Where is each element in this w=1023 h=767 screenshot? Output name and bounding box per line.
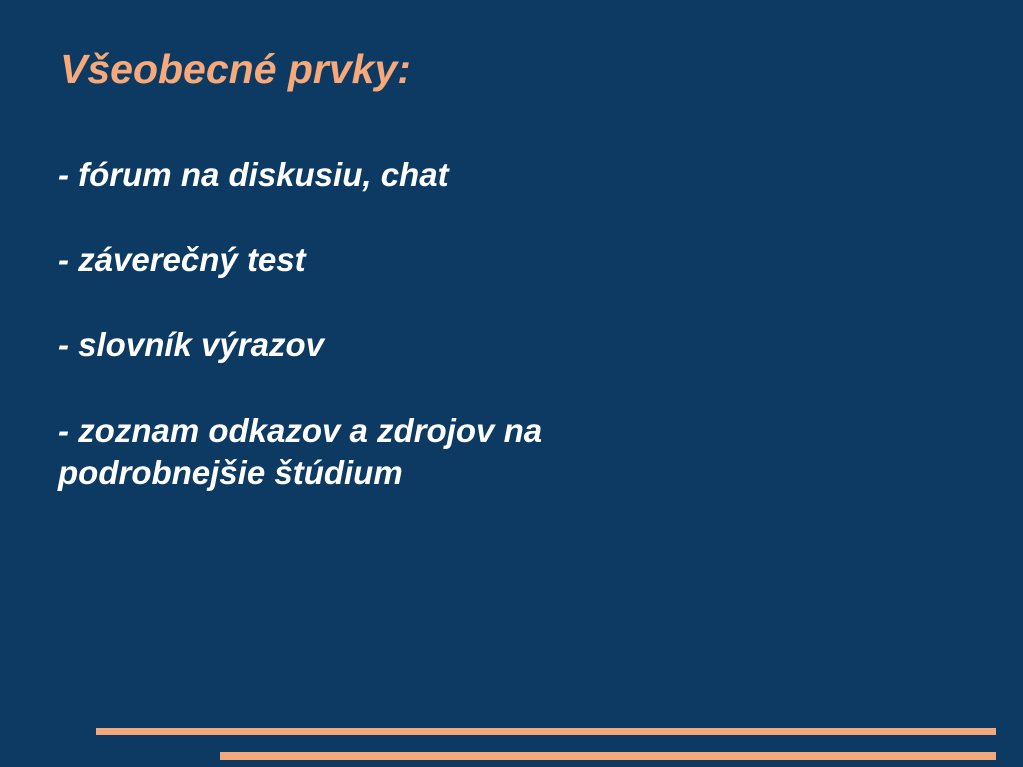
list-item: - fórum na diskusiu, chat [58,156,449,193]
slide-bullet-list [58,154,943,494]
slide-title: Všeobecné prvky: [60,46,411,92]
slide-content-area [20,14,1003,753]
list-item: - zoznam odkazov a zdrojov na podrobnejšie štúdium [58,411,543,491]
list-item: - slovník výrazov [58,326,324,364]
decorative-rule-upper [96,728,996,735]
list-item: - záverečný test [58,241,306,279]
decorative-rule-lower [220,752,996,760]
